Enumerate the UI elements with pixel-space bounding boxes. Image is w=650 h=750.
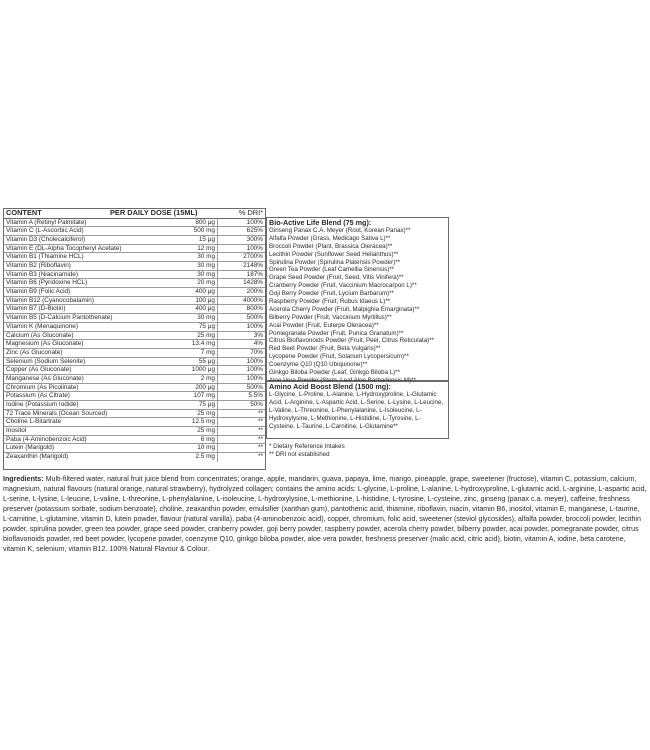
nutrient-dri-percent: 187% — [246, 270, 263, 278]
nutrient-name: Inositol — [6, 427, 27, 435]
nutrient-dri-percent: 70% — [250, 348, 263, 356]
table-row — [4, 314, 265, 323]
nutrient-dose: 25 mg — [183, 427, 218, 435]
nutrient-dose: 200 μg — [183, 384, 218, 392]
table-row — [4, 375, 265, 384]
ingredients-text: Multi-filtered water, natural fruit juice blend from concentrates; orange, apple, mandarin, guava, papaya, lime, mango, pineapple, grape, sweetener (fructose), vitamin C, potassium, calcium, magnesium, natural flavours (natural orange, natural strawberry), hydrolyzed collagen; contains the amino acids: L-glycine, L-proline, L-alanine, L-hydroxyproline, L-glutamic acid, L-arginine, L-aspartic acid, L-serine, L-lysine, L-leucine, L-valine, L-threonine, L-phenylalanine, L-isoleucine, L-hydroxylysine, L-methionine, L-histidine, L-tyrosine, L-cysteine, zinc, ginseng (panax c.a. meyer), caffeine, freshness preserver (potassium sorbate, sodium benzoate), choline, zeaxanthin powder, emulsifier (xanthan gum), pantothenic acid, thiamine, riboflavin, niacin, vitamin B6, inositol, vitamin E, manganese, L-taurine, L-carnitine, L-glutamine, vitamin D, lutein powder, flavour (natural vanilla), paba (4-aminobenzoic acid), copper, chromium, folic acid, sweetener (steviol glycosides), alfalfa powder, broccoli powder, lecithin powder, spirulina powder, green tea powder, grape seed powder, cranberry powder, goji berry powder, raspberry powder, acerola cherry powder, bilberry powder, acai powder, pomegranate powder, citrus bioflavonoids powder, red beet powder, lycopene powder, coenzyme Q10, ginkgo biloba powder, aloe vera powder, freshness preserver (malic acid, citric acid), biotin, vitamin A, iodine, beta carotene, vitamin K, selenium, vitamin B12. 100% Natural Flavour & Colour. — [3, 475, 647, 553]
table-row — [4, 332, 265, 341]
nutrient-name: Paba (4-Aminobenzoic Acid) — [6, 435, 87, 443]
nutrient-name: Vitamin B9 (Folic Acid) — [6, 288, 71, 296]
nutrient-dose: 100 μg — [183, 297, 218, 305]
nutrient-dose: 55 μg — [183, 358, 218, 366]
nutrient-dri-percent: 100% — [246, 374, 263, 382]
bio-blend-item: Alfalfa Powder (Grass, Medicago Sativa L)** — [269, 234, 391, 242]
nutrient-dose: 30 mg — [183, 271, 218, 279]
nutrient-name: Vitamin E (DL-Alpha Tocopheryl Acetate) — [6, 244, 122, 252]
nutrient-dose: 2.5 mg — [183, 453, 218, 462]
nutrient-dri-percent: 100% — [246, 357, 263, 365]
nutrient-dri-percent: 1428% — [243, 279, 263, 287]
nutrient-dose: 25 mg — [183, 410, 218, 418]
nutrient-name: Lutein (Marigold) — [6, 444, 54, 452]
bio-blend-item: Broccoli Powder (Plant, Brassica Oleracea)** — [269, 242, 393, 250]
nutrient-name: Magnesium (As Gluconate) — [6, 340, 84, 348]
nutrient-dose: 2 mg — [183, 375, 218, 383]
bio-blend-item: Pomegranate Powder (Fruit, Punica Granatum)** — [269, 329, 404, 337]
nutrient-dose: 800 μg — [183, 219, 218, 227]
nutrient-dri-percent: ** — [258, 409, 263, 417]
nutrient-dri-percent: ** — [258, 435, 263, 443]
nutrient-dose: 400 μg — [183, 288, 218, 296]
table-row — [4, 366, 265, 375]
nutrient-dose: 1000 μg — [183, 366, 218, 374]
nutrient-dose: 12 mg — [183, 245, 218, 253]
bio-blend-item: Acerola Cherry Powder (Fruit, Malpighia Emarginata)** — [269, 305, 420, 313]
bio-blend-item: Citrus Bioflavonoids Powder (Fruit, Peel, Citrus Reticulata)** — [269, 337, 435, 345]
ingredients-paragraph — [3, 474, 647, 554]
table-row — [4, 227, 265, 236]
nutrient-dri-percent: 2148% — [243, 262, 263, 270]
nutrient-name: Vitamin A (Retinyl Palmitate) — [6, 218, 87, 226]
table-row — [4, 349, 265, 358]
bio-blend-item: Red Beet Powder (Fruit, Beta Vulgaris)** — [269, 345, 381, 353]
table-row — [4, 236, 265, 245]
nutrient-dose: 500 mg — [183, 227, 218, 235]
nutrient-dri-percent: 800% — [246, 305, 263, 313]
bio-blend-item: Goji Berry Powder (Fruit, Lycium Barbarum)** — [269, 290, 394, 298]
nutrient-dri-percent: ** — [258, 444, 263, 452]
bio-blend-item: Lycopene Powder (Fruit, Solanum Lycopersicum)** — [269, 353, 409, 361]
bio-blend-item: Spirulina Powder (Spirulina Platensis Powder)** — [269, 258, 401, 266]
amino-blend-text: L-Glycine, L-Proline, L-Alanine, L-Hydroxyproline, L-Glutamic Acid, L-Arginine, L-Aspartic Acid, L-Serine, L-Lysine, L-Leucine, L-Valine, L-Threonine, L-Phenylalanine, L-Isoleucine, L-Hydroxylysine, L-Methionine, L-Histidine, L-Tyrosine, L-Cysteine, L-Taurine, L-Carnitine, L-Glutamine** — [269, 391, 444, 430]
nutrient-dose: 15 μg — [183, 236, 218, 244]
bio-blend-item: Raspberry Powder (Fruit, Rubus Idaeus L)** — [269, 298, 391, 306]
nutrient-name: Vitamin B6 (Pyridoxine HCL) — [6, 279, 88, 287]
amino-acid-blend-box — [266, 381, 449, 439]
nutrient-dose: 75 μg — [183, 401, 218, 409]
nutrient-name: Manganese (As Gluconate) — [6, 374, 84, 382]
nutrient-dri-percent: 3% — [253, 331, 263, 339]
nutrient-dri-percent: ** — [258, 453, 263, 461]
header-dose: PER DAILY DOSE (15ML) — [110, 208, 198, 217]
nutrient-name: Vitamin K (Menaquinone) — [6, 322, 78, 330]
nutrient-dose: 30 mg — [183, 253, 218, 261]
nutrient-dose: 75 μg — [183, 323, 218, 331]
table-row — [4, 288, 265, 297]
table-row — [4, 297, 265, 306]
nutrient-dri-percent: 100% — [246, 366, 263, 374]
nutrient-dri-percent: 500% — [246, 383, 263, 391]
table-row — [4, 358, 265, 367]
bio-blend-item: Bilberry Powder (Fruit, Vaccinium Myrtillus)** — [269, 313, 392, 321]
nutrient-name: Calcium (As Gluconate) — [6, 331, 74, 339]
nutrient-dri-percent: 5.5% — [248, 392, 263, 400]
dri-footnote: * Dietary Reference Intakes — [269, 443, 345, 450]
table-row — [4, 253, 265, 262]
nutrient-dri-percent: 100% — [246, 322, 263, 330]
table-row — [4, 401, 265, 410]
nutrient-name: Iodine (Potassium Iodide) — [6, 401, 79, 409]
nutrient-dri-percent: 4000% — [243, 296, 263, 304]
nutrient-dose: 7 mg — [183, 349, 218, 357]
table-row — [4, 392, 265, 401]
nutrient-dri-percent: 300% — [246, 235, 263, 243]
nutrient-name: Selenium (Sodium Selenite) — [6, 357, 86, 365]
header-dri: % DRI* — [238, 208, 263, 217]
table-row — [4, 427, 265, 436]
nutrient-name: 72 Trace Minerals (Ocean Sourced) — [6, 409, 108, 417]
nutrient-name: Vitamin B2 (Riboflavin) — [6, 262, 71, 270]
nutrient-dri-percent: 50% — [250, 401, 263, 409]
nutrient-dose: 25 mg — [183, 332, 218, 340]
bio-blend-item: Aloe Vera Powder (Stem, Leaf Aloe Barbadensis M)** — [269, 376, 416, 384]
bio-blend-title: Bio-Active Life Blend (75 mg): — [269, 218, 372, 227]
nutrient-dri-percent: 500% — [246, 314, 263, 322]
nutrient-dose: 10 mg — [183, 444, 218, 452]
nutrient-name: Vitamin B3 (Niacinamide) — [6, 270, 78, 278]
nutrient-name: Vitamin B5 (D-Calcium Pantothenate) — [6, 314, 113, 322]
table-header — [4, 209, 265, 219]
header-content: CONTENT — [6, 208, 42, 217]
bio-blend-item: Cranberry Powder (Fruit, Vaccinium Macrocarpon L)** — [269, 282, 417, 290]
nutrient-name: Vitamin B7 (D-Biotin) — [6, 305, 66, 313]
table-body — [4, 219, 265, 462]
nutrient-dose: 107 mg — [183, 392, 218, 400]
table-row — [4, 340, 265, 349]
table-row — [4, 219, 265, 228]
bio-blend-item: Grape Seed Powder (Fruit, Seed, Vitis Vinifera)** — [269, 274, 404, 282]
nutrient-dri-percent: 100% — [246, 218, 263, 226]
nutrient-name: Vitamin C (L-Ascorbic Acid) — [6, 227, 84, 235]
nutrient-dose: 400 μg — [183, 305, 218, 313]
table-row — [4, 453, 265, 462]
table-row — [4, 271, 265, 280]
bio-blend-item: Ginseng Panax C.A. Meyer (Root, Korean Panax)** — [269, 227, 411, 234]
table-row — [4, 305, 265, 314]
nutrient-dose: 13.4 mg — [183, 340, 218, 348]
bio-blend-item: Ginkgo Biloba Powder (Leaf, Ginkgo Biloba L)** — [269, 369, 401, 377]
table-row — [4, 245, 265, 254]
nutrient-dri-percent: 4% — [253, 340, 263, 348]
nutrient-dose: 30 mg — [183, 262, 218, 270]
table-row — [4, 410, 265, 419]
nutrient-name: Zeaxanthin (Marigold) — [6, 453, 69, 461]
bio-blend-item: Acai Powder (Fruit, Euterpe Oleracea)** — [269, 321, 379, 329]
nutrient-name: Vitamin B1 (Thiamine HCL) — [6, 253, 84, 261]
nutrient-dri-percent: 100% — [246, 244, 263, 252]
nutrient-name: Vitamin D3 (Cholecalciferol) — [6, 235, 86, 243]
table-row — [4, 444, 265, 453]
nutrient-dri-percent: ** — [258, 418, 263, 426]
nutrient-name: Zinc (As Gluconate) — [6, 348, 63, 356]
nutrient-dose: 30 mg — [183, 314, 218, 322]
nutrient-dose: 6 mg — [183, 436, 218, 444]
nutrient-name: Choline L-Bitartrate — [6, 418, 62, 426]
table-row — [4, 436, 265, 445]
nutrient-dri-percent: 2700% — [243, 253, 263, 261]
nutrient-dose: 20 mg — [183, 279, 218, 287]
ingredients-label: Ingredients: — [3, 475, 44, 483]
amino-blend-title: Amino Acid Boost Blend (1500 mg): — [269, 382, 391, 391]
nutrient-name: Vitamin B12 (Cyanocobalamin) — [6, 296, 94, 304]
table-row — [4, 384, 265, 393]
nutrient-dri-percent: 200% — [246, 288, 263, 296]
nutrient-dri-percent: ** — [258, 427, 263, 435]
table-row — [4, 418, 265, 427]
nutrient-dose: 12.5 mg — [183, 418, 218, 426]
bio-active-blend-box — [266, 217, 449, 384]
table-row — [4, 279, 265, 288]
table-row — [4, 262, 265, 271]
nutrient-name: Copper (As Gluconate) — [6, 366, 72, 374]
bio-blend-item: Green Tea Powder (Leaf Camellia Sinensis)** — [269, 266, 395, 274]
nutrient-name: Chromium (As Picolinate) — [6, 383, 79, 391]
table-row — [4, 323, 265, 332]
nutrient-dri-percent: 625% — [246, 227, 263, 235]
nutrient-name: Potassium (As Citrate) — [6, 392, 70, 400]
bio-blend-item: Coenzyme Q10 (Q10 Ubiquinone)** — [269, 361, 368, 369]
bio-blend-item: Lecithin Powder (Sunflower Seed Helianthus)** — [269, 250, 399, 258]
no-dri-footnote: ** DRI not established — [269, 451, 330, 458]
nutrition-table — [3, 208, 266, 470]
bio-blend-list — [267, 227, 448, 385]
